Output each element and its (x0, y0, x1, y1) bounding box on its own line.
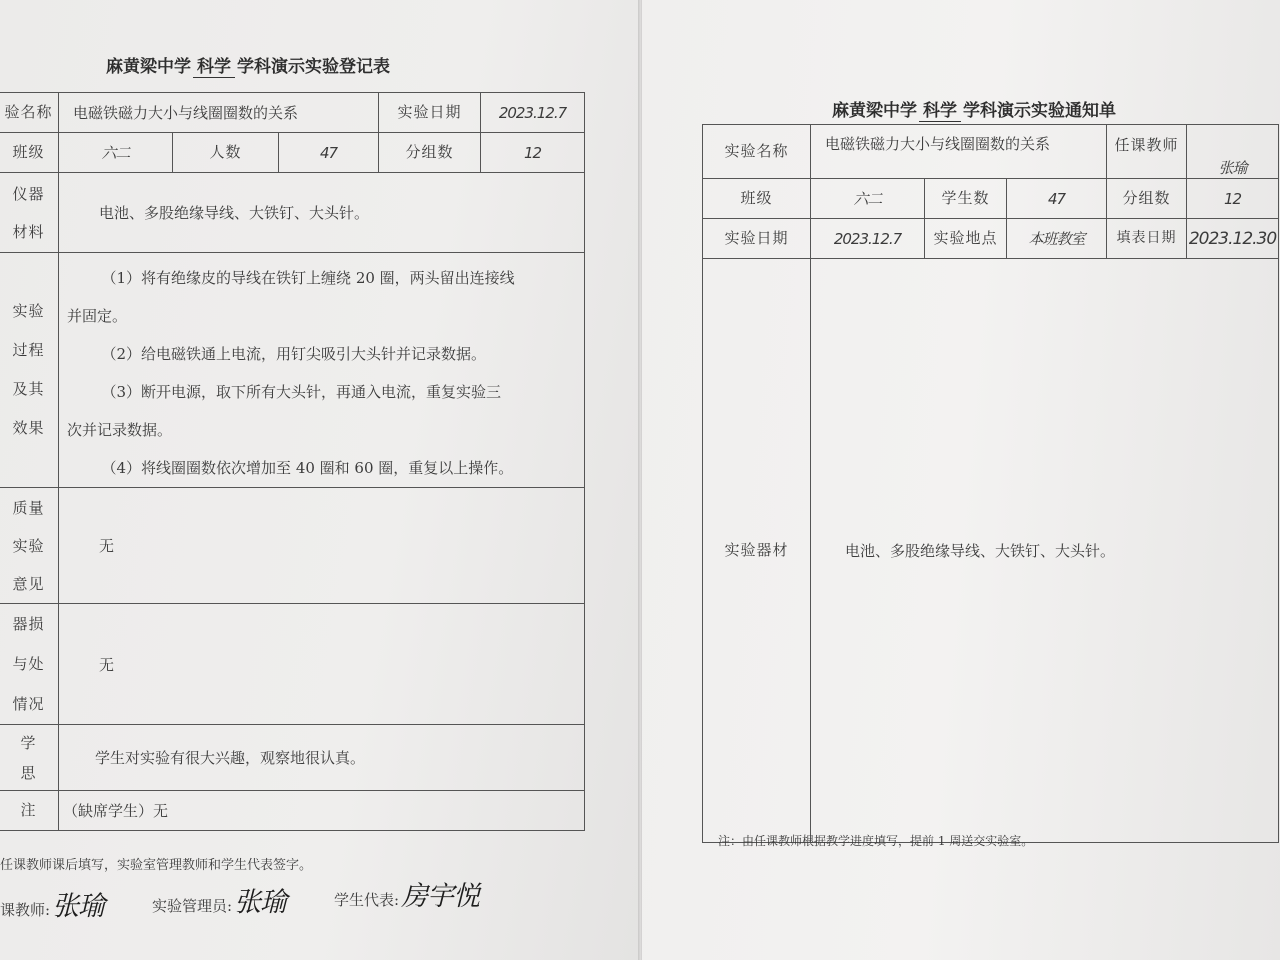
value-count: 47 (279, 133, 379, 173)
value-class: 六二 (59, 133, 173, 173)
signature-label: 学生代表: (334, 891, 400, 909)
value-students: 47 (1007, 179, 1107, 219)
process-step: （1）将有绝缘皮的导线在铁钉上缠绕 20 圈，两头留出连接线 (101, 269, 515, 287)
signature-handwriting: 房宇悦 (401, 881, 480, 912)
label-line: 材料 (12, 222, 45, 241)
label-remark: 注 (0, 791, 59, 831)
value-experiment-name: 电磁铁磁力大小与线圈圈数的关系 (811, 125, 1107, 179)
label-line: 仪器 (12, 184, 45, 203)
label-groups: 分组数 (379, 133, 481, 173)
value-quality: 无 (59, 488, 585, 604)
label-line: 效果 (12, 419, 45, 437)
label-line: 思 (20, 763, 37, 782)
value-damage: 无 (59, 604, 585, 725)
school-name: 麻黄梁中学 (106, 57, 191, 77)
label-line: 器损 (12, 615, 45, 633)
label-equipment: 实验器材 (703, 259, 811, 843)
label-experiment-date: 实验日期 (379, 93, 481, 133)
label-line: 及其 (12, 380, 45, 398)
value-groups: 12 (481, 133, 585, 173)
value-process (59, 253, 585, 488)
process-step: （3）断开电源，取下所有大头针，再通入电流，重复实验三 (101, 383, 502, 401)
label-line: 质量 (12, 498, 45, 517)
value-equipment: 电池、多股绝缘导线、大铁钉、大头针。 (811, 259, 1279, 843)
value-location: 本班教室 (1007, 219, 1107, 259)
registration-footer-note: 任课教师课后填写，实验室管理教师和学生代表签字。 (0, 858, 313, 873)
value-groups: 12 (1187, 179, 1279, 219)
value-fill-date: 2023.12.30 (1187, 219, 1279, 259)
label-line: 意见 (12, 574, 45, 593)
label-fill-date: 填表日期 (1107, 219, 1187, 259)
label-line: 情况 (12, 695, 45, 713)
notification-form-sheet (642, 0, 1280, 960)
label-equipment (0, 173, 59, 253)
registration-form-title (106, 52, 390, 78)
label-line: 与处 (12, 655, 45, 673)
signature-label: 实验管理员: (152, 897, 233, 915)
label-count: 人数 (173, 133, 279, 173)
signature-label: 课教师: (0, 901, 51, 919)
value-equipment: 电池、多股绝缘导线、大铁钉、大头针。 (59, 173, 585, 253)
label-line: 实验 (12, 536, 45, 555)
value-remark: （缺席学生）无 (59, 791, 585, 831)
value-reflect: 学生对实验有很大兴趣，观察地很认真。 (59, 725, 585, 791)
label-teacher: 任课教师 (1107, 125, 1187, 179)
label-experiment-name: 实验名称 (703, 125, 811, 179)
value-experiment-name: 电磁铁磁力大小与线圈圈数的关系 (59, 93, 379, 133)
label-experiment-name: 验名称 (0, 93, 59, 133)
value-teacher: 张瑜 (1187, 125, 1279, 179)
registration-table (0, 92, 585, 831)
label-line: 实验 (12, 302, 45, 320)
notification-footer-note: 注：由任课教师根据教学进度填写，提前 1 周送交实验室。 (718, 834, 1034, 848)
label-process (0, 253, 59, 488)
value-class: 六二 (811, 179, 925, 219)
school-name: 麻黄梁中学 (832, 101, 917, 121)
process-step: 次并记录数据。 (67, 421, 173, 439)
label-line: 学 (20, 733, 37, 752)
label-reflect (0, 725, 59, 791)
label-damage (0, 604, 59, 725)
value-experiment-date: 2023.12.7 (481, 93, 585, 133)
subject-name: 科学 (193, 52, 235, 78)
label-class: 班级 (703, 179, 811, 219)
subject-name: 科学 (919, 96, 961, 122)
label-line: 过程 (12, 341, 45, 359)
label-groups: 分组数 (1107, 179, 1187, 219)
signature-handwriting: 张瑜 (52, 891, 105, 922)
form-type: 学科演示实验登记表 (237, 57, 390, 77)
notification-form-title (832, 96, 1116, 122)
label-quality (0, 488, 59, 604)
student-signature (334, 874, 479, 913)
signature-handwriting: 张瑜 (234, 887, 287, 918)
teacher-signature (0, 884, 104, 923)
process-step: （2）给电磁铁通上电流，用钉尖吸引大头针并记录数据。 (101, 345, 487, 363)
label-students: 学生数 (925, 179, 1007, 219)
value-experiment-date: 2023.12.7 (811, 219, 925, 259)
admin-signature (152, 880, 286, 919)
notification-table (702, 124, 1279, 843)
label-location: 实验地点 (925, 219, 1007, 259)
form-type: 学科演示实验通知单 (963, 101, 1116, 121)
process-step: （4）将线圈圈数依次增加至 40 圈和 60 圈，重复以上操作。 (101, 459, 514, 477)
label-experiment-date: 实验日期 (703, 219, 811, 259)
label-class: 班级 (0, 133, 59, 173)
process-step: 并固定。 (67, 307, 128, 325)
